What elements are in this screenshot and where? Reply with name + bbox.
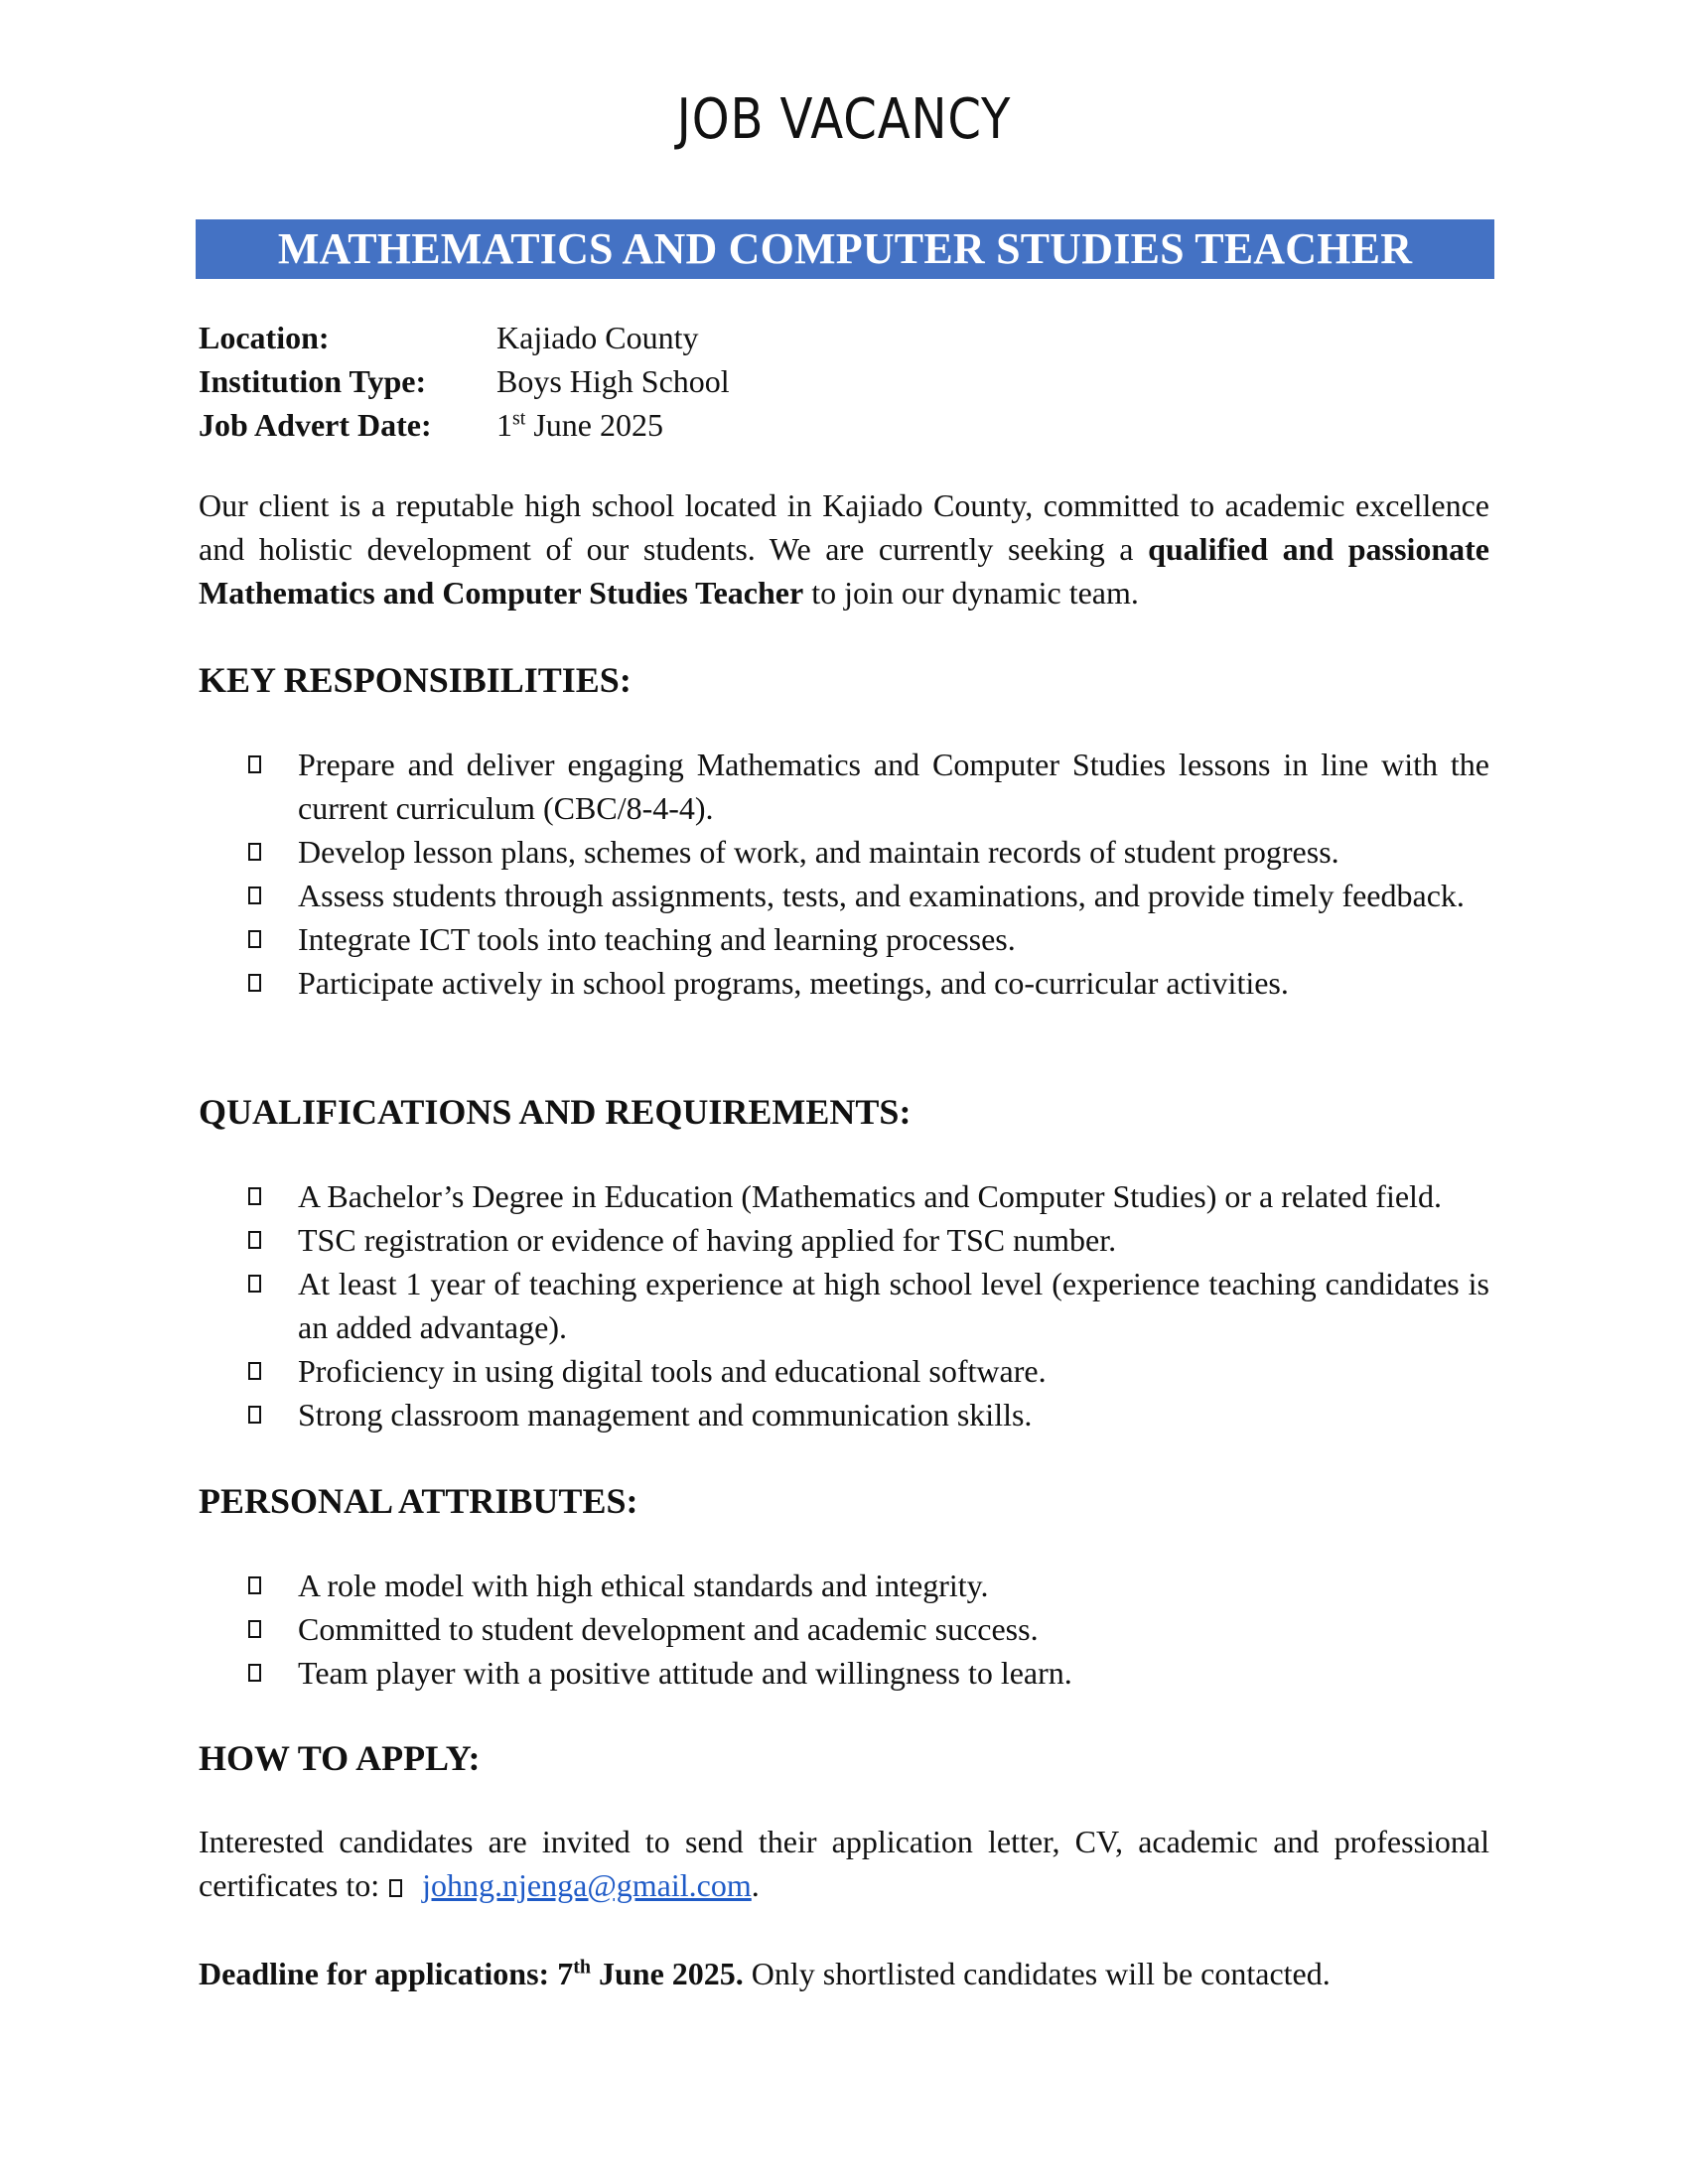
detail-row-date [199,403,730,447]
date-label: Job Advert Date: [199,407,432,443]
intro-text-1: Our client is a reputable high school located in Kajiado County, committed to academic excellence and holistic development of our students. We are currently seeking a [199,487,1489,567]
institution-value: Boys High School [496,363,730,399]
intro-paragraph [199,483,1489,614]
page-title: JOB VACANCY [676,87,1012,152]
list-item-text: Assess students through assignments, tests, and examinations, and provide timely feedback. [298,878,1465,913]
list-item [248,830,1489,874]
attributes-list [248,1564,1489,1695]
list-item [248,1393,1489,1436]
date-rest: June 2025 [525,407,663,443]
list-item [248,1564,1489,1607]
list-item-text: Participate actively in school programs, meetings, and co-curricular activities. [298,965,1289,1001]
list-item-text: TSC registration or evidence of having applied for TSC number. [298,1222,1117,1258]
list-item [248,1218,1489,1262]
date-suffix: st [512,407,526,430]
list-item [248,1174,1489,1218]
attributes-heading: PERSONAL ATTRIBUTES: [199,1481,638,1521]
bullet-icon [248,1275,261,1293]
qualifications-heading: QUALIFICATIONS AND REQUIREMENTS: [199,1092,912,1132]
apply-text: Interested candidates are invited to send their application letter, CV, academic and professional certificates to: [199,1824,1489,1903]
deadline-date: June 2025. [591,1956,744,1991]
list-item [248,1651,1489,1695]
list-item-text: Develop lesson plans, schemes of work, and maintain records of student progress. [298,834,1339,870]
list-item-text: A role model with high ethical standards and integrity. [298,1568,989,1603]
bullet-icon [248,1187,261,1205]
deadline-paragraph [199,1952,1489,1995]
detail-row-institution [199,359,730,403]
bullet-icon [248,974,261,992]
bullet-icon [248,887,261,904]
date-value [496,403,663,447]
list-item-text: Strong classroom management and communication skills. [298,1397,1033,1433]
bullet-icon [248,1231,261,1249]
bullet-icon [248,1576,261,1594]
bullet-icon [248,930,261,948]
deadline-label: Deadline for applications: 7 [199,1956,574,1991]
list-item-text: Committed to student development and academic success. [298,1611,1039,1647]
list-item-text: Prepare and deliver engaging Mathematics and Computer Studies lessons in line with the current curriculum (CBC/8-4-4). [298,747,1489,826]
job-details [199,316,730,447]
email-trail: . [751,1867,760,1903]
apply-paragraph [199,1820,1489,1907]
intro-text-bold: qualified and passionate Mathematics and Computer Studies Teacher [199,531,1490,611]
list-item [248,961,1489,1005]
deadline-suffix: th [573,1956,591,1979]
list-item-text: A Bachelor’s Degree in Education (Mathematics and Computer Studies) or a related field. [298,1178,1442,1214]
bullet-icon [248,1362,261,1380]
date-day: 1 [496,407,512,443]
list-item-text: Team player with a positive attitude and willingness to learn. [298,1655,1072,1691]
list-item [248,1607,1489,1651]
list-item [248,874,1489,917]
deadline-note: Only shortlisted candidates will be contacted. [743,1956,1331,1991]
apply-heading: HOW TO APPLY: [199,1738,481,1778]
email-icon [389,1879,402,1897]
bullet-icon [248,843,261,861]
responsibilities-list [248,743,1489,1005]
list-item-text: At least 1 year of teaching experience at high school level (experience teaching candidates is an added advantage). [298,1266,1489,1345]
detail-row-location [199,316,730,359]
position-banner: MATHEMATICS AND COMPUTER STUDIES TEACHER [196,219,1494,279]
list-item-text: Integrate ICT tools into teaching and learning processes. [298,921,1016,957]
location-label: Location: [199,320,330,355]
list-item [248,743,1489,830]
intro-text-2: to join our dynamic team. [803,575,1139,611]
bullet-icon [248,1664,261,1682]
qualifications-list [248,1174,1489,1436]
list-item [248,1349,1489,1393]
list-item [248,917,1489,961]
location-value: Kajiado County [496,320,699,355]
bullet-icon [248,1620,261,1638]
responsibilities-heading: KEY RESPONSIBILITIES: [199,660,632,700]
bullet-icon [248,1406,261,1424]
list-item [248,1262,1489,1349]
email-link[interactable]: johng.njenga@gmail.com [422,1867,752,1903]
institution-label: Institution Type: [199,363,427,399]
bullet-icon [248,755,261,773]
list-item-text: Proficiency in using digital tools and educational software. [298,1353,1047,1389]
